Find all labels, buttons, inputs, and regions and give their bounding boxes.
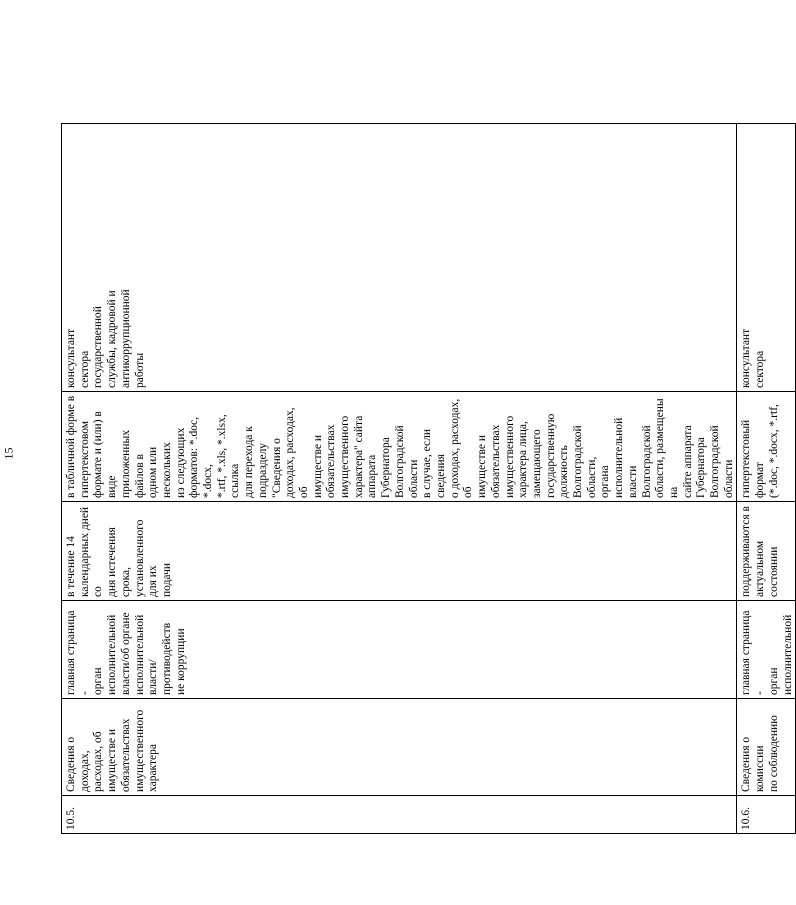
item-term: поддерживаются в актуальном состоянии xyxy=(737,502,796,601)
item-term: в течение 14 календарных дней со дня истечения срока, установленного для их подачи xyxy=(62,502,737,601)
item-format: гипертекстовый формат (*.doc, *.docx, *.rtf, xyxy=(737,392,796,502)
table-row xyxy=(62,124,737,834)
item-responsible: консультант сектора государственной службы, кадровой и антикоррупционной работы xyxy=(62,124,737,392)
page-number: 15 xyxy=(1,447,16,460)
requirements-table xyxy=(61,123,796,834)
item-name: Сведения о комиссии по соблюдению xyxy=(737,699,796,796)
item-number: 10.5. xyxy=(62,796,737,834)
item-location: главная страница - орган исполнительной власти/об органе исполнительной власти/противодейств ие коррупции xyxy=(62,601,737,699)
item-location: главная страница - орган исполнительной xyxy=(737,601,796,699)
table-row xyxy=(737,124,796,834)
item-responsible: консультант сектора xyxy=(737,124,796,392)
item-name: Сведения о доходах, расходах, об имуществе и обязательствах имущественного характера xyxy=(62,699,737,796)
item-number: 10.6. xyxy=(737,796,796,834)
item-format: в табличной форме в гипертекстовом формате и (или) в виде приложенных файлов в одном или нескольких из следующих форматов: *.doc, *.docx, *.rtf, *.xls, *.xlsx, ссылка для перехода к подразделу "Сведения о доходах, расходах, об имуществе и обязательствах имущественного характера" сайта аппарата Губернатора Волгоградской области в случае, если сведения о доходах, расходах, об имуществе и обязательствах имущественного характера лица, замещающего государственную должность Волгоградской области, органа исполнительной власти Волгоградской области, размещены на сайте аппарата Губернатора Волгоградской области xyxy=(62,392,737,502)
rotated-table-wrapper xyxy=(61,124,794,834)
